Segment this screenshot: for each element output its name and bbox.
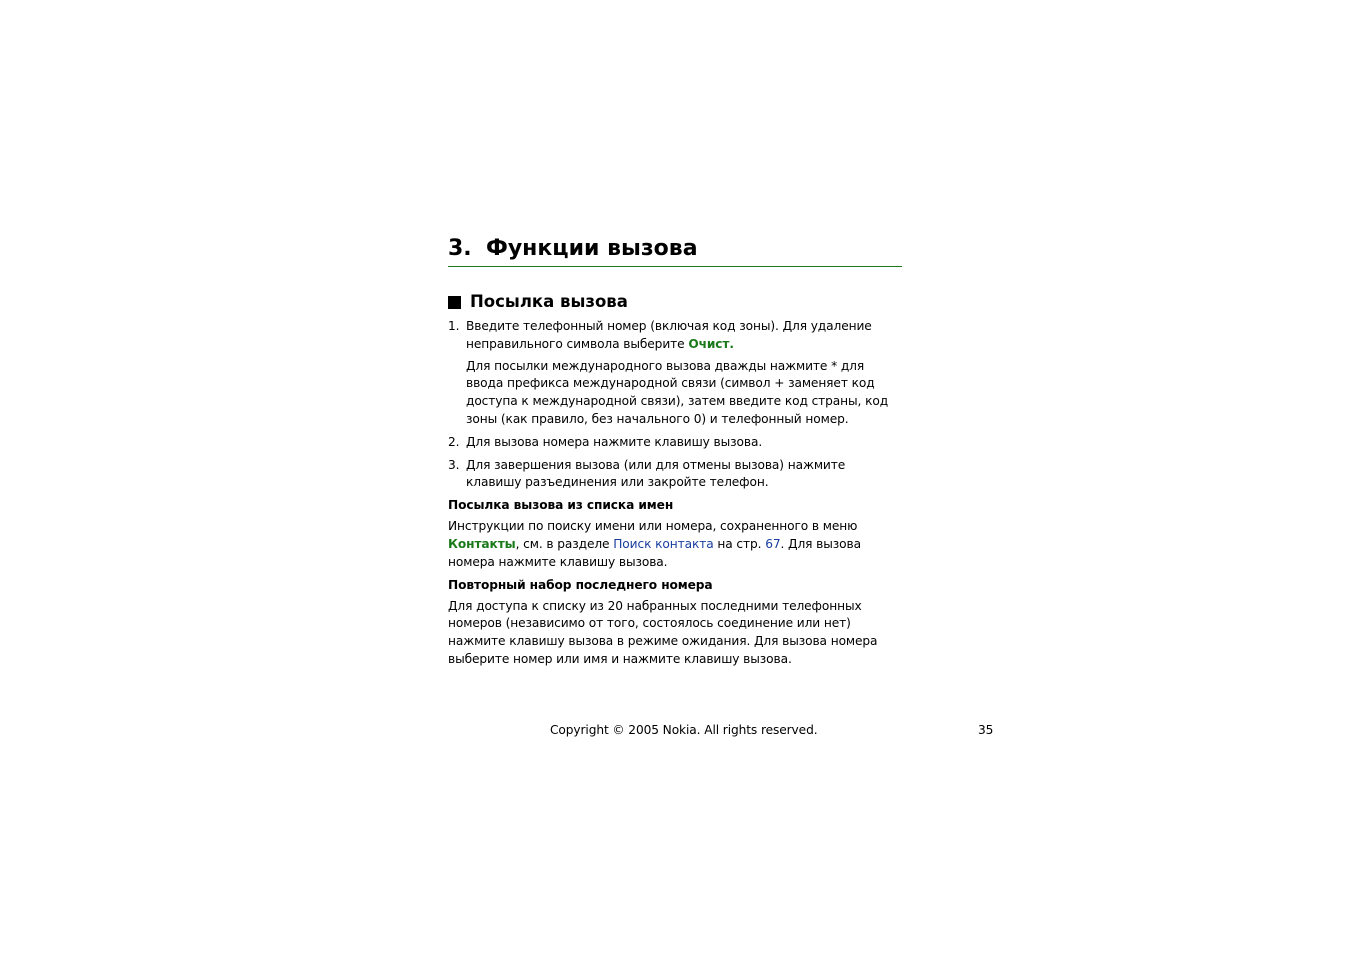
paragraph-call-from-names: Инструкции по поиску имени или номера, сохраненного в меню Контакты, см. в разделе Поиск контакта на стр. 67. Для вызова номера нажмите клавишу вызова. (448, 519, 861, 569)
section-body (448, 318, 902, 669)
list-item (448, 318, 902, 429)
list-item (448, 434, 902, 452)
link-page-67[interactable]: 67 (765, 536, 781, 551)
list-item (448, 457, 902, 493)
square-bullet-icon (448, 296, 461, 309)
chapter-number: 3. (448, 236, 472, 261)
menu-contacts: Контакты (448, 536, 516, 551)
subheading-call-from-names: Посылка вызова из списка имен (448, 498, 674, 513)
link-find-contact[interactable]: Поиск контакта (613, 536, 714, 551)
chapter-title: Функции вызова (486, 236, 698, 261)
section-heading (448, 292, 902, 312)
steps-list (448, 318, 902, 492)
step-number: 3. (448, 457, 460, 472)
step-text: Введите телефонный номер (включая код зоны). Для удаление неправильного символа выберите Очист. (466, 319, 872, 351)
paragraph-redial: Для доступа к списку из 20 набранных последними телефонных номеров (независимо от того, состоялось соединение или нет) нажмите клавишу вызова в режиме ожидания. Для вызова номера выберите номер или имя и нажмите клавишу вызова. (448, 598, 878, 666)
step-note: Для посылки международного вызова дважды нажмите * для ввода префикса международной связи (символ + заменяет код доступа к международной связи), затем введите код страны, код зоны (как правило, без начального 0) и телефонный номер. (466, 358, 889, 426)
chapter-heading (448, 236, 902, 267)
section-title: Посылка вызова (470, 292, 628, 311)
step-number: 2. (448, 434, 460, 449)
page-number: 35 (978, 723, 994, 737)
softkey-clear: Очист. (688, 336, 734, 351)
subheading-redial: Повторный набор последнего номера (448, 577, 713, 592)
copyright-text: Copyright © 2005 Nokia. All rights reserved. (550, 723, 818, 737)
step-number: 1. (448, 319, 460, 333)
document-page (448, 236, 902, 673)
step-text: Для вызова номера нажмите клавишу вызова. (466, 434, 763, 449)
step-text: Для завершения вызова (или для отмены вызова) нажмите клавишу разъединения или закройте телефон. (466, 457, 846, 490)
